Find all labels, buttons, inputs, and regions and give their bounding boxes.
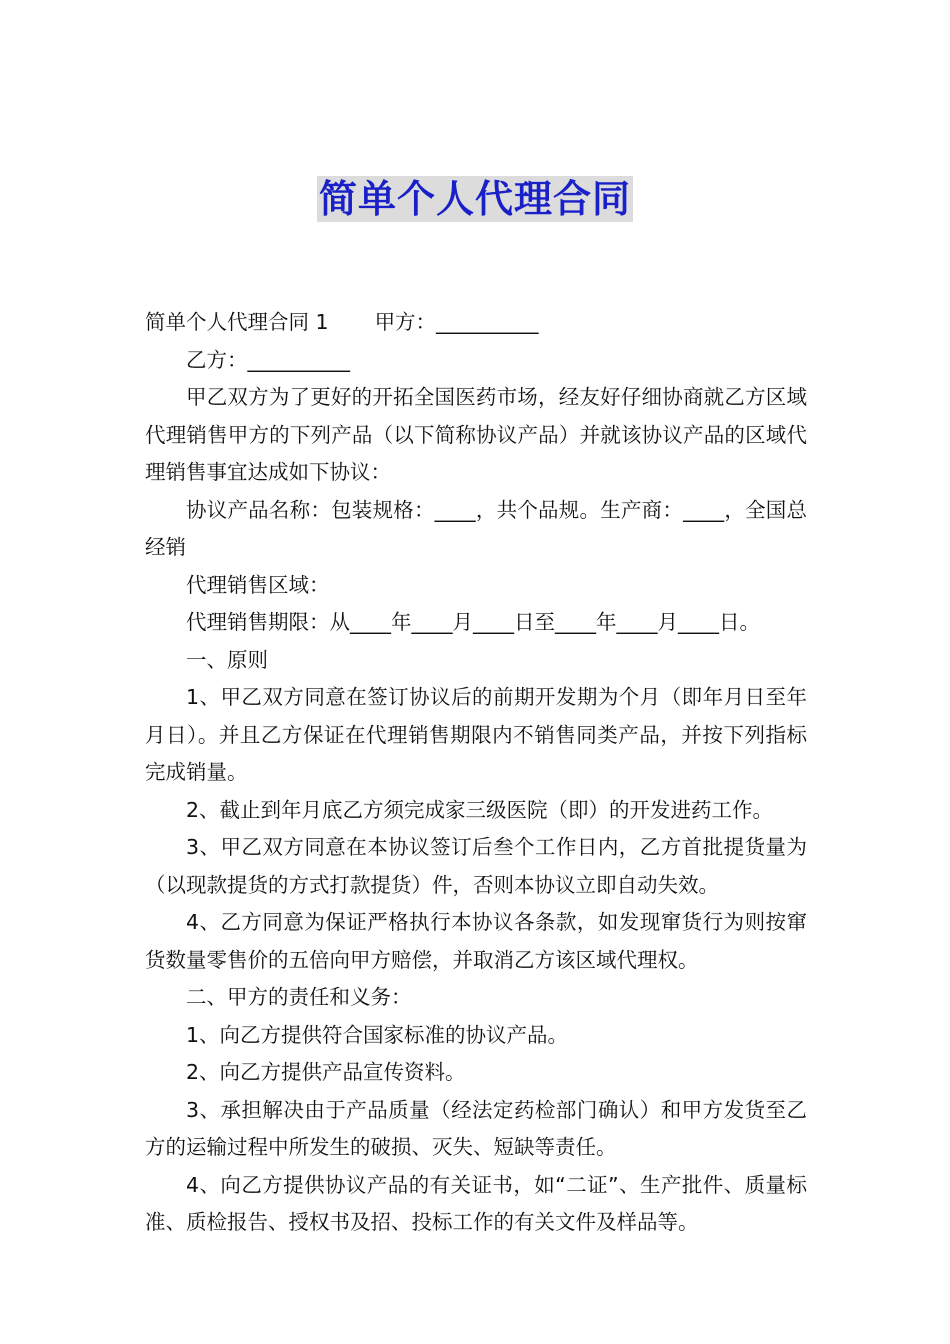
paragraph: 乙方：__________ (186, 347, 350, 372)
paragraph: 2、截止到年月底乙方须完成家三级医院（即）的开发进药工作。 (186, 797, 774, 822)
title-container (0, 176, 950, 222)
paragraph: 3、承担解决由于产品质量（经法定药检部门确认）和甲方发货至乙方的运输过程中所发生的破损、灭失、短缺等责任。 (145, 1097, 807, 1159)
paragraph: 1、甲乙双方同意在签订协议后的前期开发期为个月（即年月日至年月日）。并且乙方保证在代理销售期限内不销售同类产品，并按下列指标完成销量。 (145, 685, 807, 784)
section-heading: 二、甲方的责任和义务： (186, 985, 412, 1009)
section-heading: 一、原则 (186, 647, 268, 672)
paragraph: 4、向乙方提供协议产品的有关证书，如“二证”、生产批件、质量标准、质检报告、授权书及招、投标工作的有关文件及样品等。 (145, 1172, 807, 1234)
first-line (145, 304, 807, 342)
first-line-heading: 简单个人代理合同 1 (145, 310, 329, 334)
paragraph: 协议产品名称：包装规格：____，共个品规。生产商：____，全国总经销 (145, 497, 807, 559)
paragraph: 代理销售区域： (186, 572, 330, 597)
paragraph: 甲乙双方为了更好的开拓全国医药市场，经友好仔细协商就乙方区域代理销售甲方的下列产品（以下简称协议产品）并就该协议产品的区域代理销售事宜达成如下协议： (145, 385, 807, 484)
paragraph: 3、甲乙双方同意在本协议签订后叁个工作日内，乙方首批提货量为（以现款提货的方式打款提货）件，否则本协议立即自动失效。 (145, 835, 807, 897)
document-title: 简单个人代理合同 (318, 177, 631, 221)
paragraph: 4、乙方同意为保证严格执行本协议各条款，如发现窜货行为则按窜货数量零售价的五倍向甲方赔偿，并取消乙方该区域代理权。 (145, 910, 807, 972)
party-a-line: 甲方：__________ (374, 310, 539, 334)
paragraph: 2、向乙方提供产品宣传资料。 (186, 1060, 466, 1084)
paragraph: 代理销售期限：从____年____月____日至____年____月____日。 (186, 610, 760, 634)
paragraph: 1、向乙方提供符合国家标准的协议产品。 (186, 1022, 569, 1047)
document-body (145, 304, 807, 1242)
